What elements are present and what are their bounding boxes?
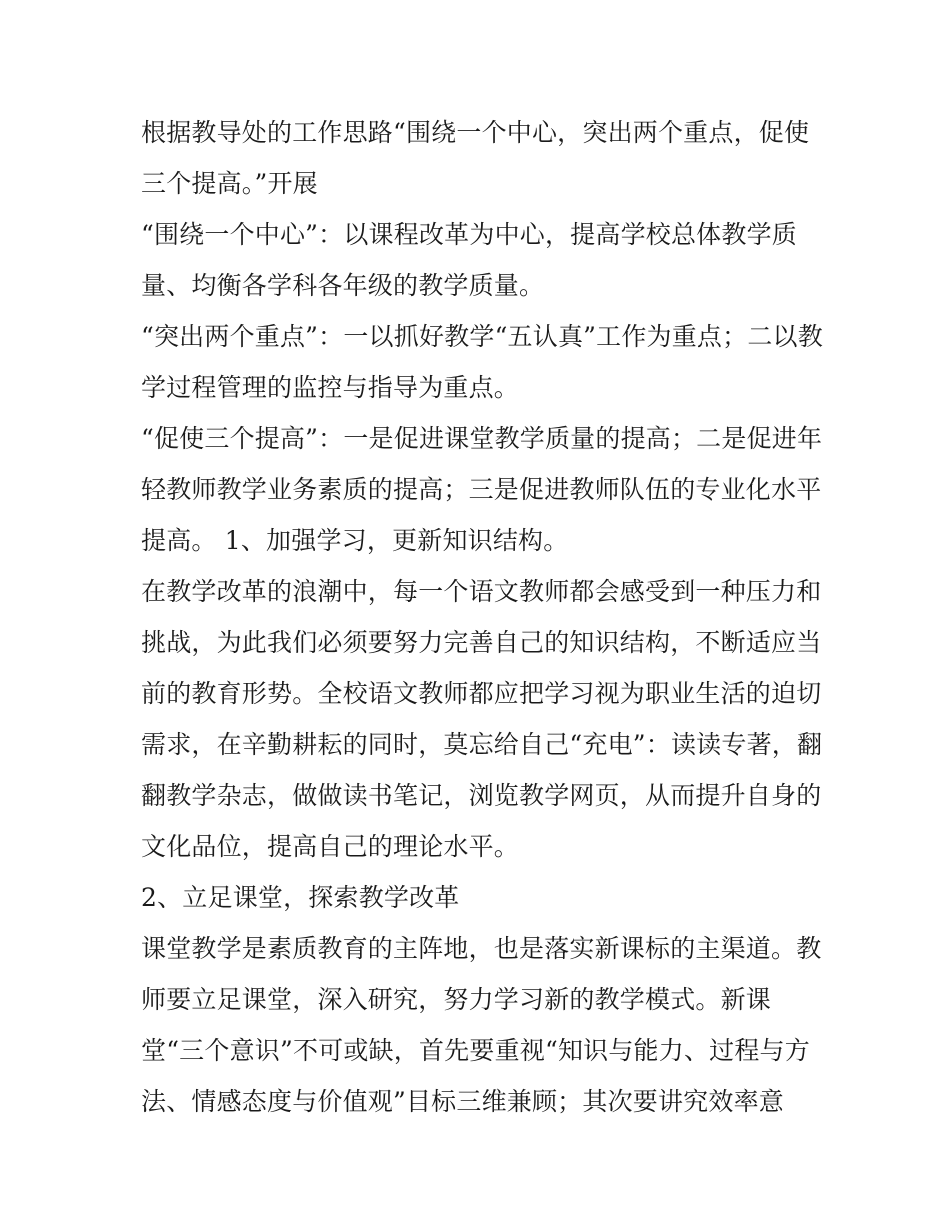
text-line: 课堂教学是素质教育的主阵地，也是落实新课标的主渠道。教: [141, 934, 822, 963]
text-line: 挑战，为此我们必须要努力完善自己的知识结构，不断适应当: [141, 628, 822, 657]
text-line: 师要立足课堂，深入研究，努力学习新的教学模式。新课: [141, 985, 772, 1014]
text-line: 学过程管理的监控与指导为重点。: [141, 373, 520, 402]
body-text: [141, 107, 821, 1127]
text-line: “促使三个提高”：一是促进课堂教学质量的提高；二是促进年: [141, 424, 823, 453]
text-line: “围绕一个中心”：以课程改革为中心，提高学校总体教学质: [141, 220, 797, 249]
text-line: 需求，在辛勤耕耘的同时，莫忘给自己“充电”：读读专著，翻: [141, 730, 823, 759]
text-line: 量、均衡各学科各年级的教学质量。: [141, 271, 545, 300]
text-line: 前的教育形势。全校语文教师都应把学习视为职业生活的迫切: [141, 679, 822, 708]
text-line: 堂“三个意识”不可或缺，首先要重视“知识与能力、过程与方: [141, 1036, 810, 1065]
text-line: 根据教导处的工作思路“围绕一个中心，突出两个重点，促使: [141, 118, 810, 147]
text-line: 2、立足课堂，探索教学改革: [141, 883, 460, 912]
text-line: 在教学改革的浪潮中，每一个语文教师都会感受到一种压力和: [141, 577, 822, 606]
text-line: 翻教学杂志，做做读书笔记，浏览教学网页，从而提升自身的: [141, 781, 822, 810]
text-line: 三个提高。”开展: [141, 169, 318, 198]
text-line: 法、情感态度与价值观”目标三维兼顾；其次要讲究效率意: [141, 1087, 784, 1116]
text-line: “突出两个重点”：一以抓好教学“五认真”工作为重点；二以教: [141, 322, 823, 351]
text-line: 提高。 1、加强学习，更新知识结构。: [141, 526, 569, 555]
text-line: 轻教师教学业务素质的提高；三是促进教师队伍的专业化水平: [141, 475, 822, 504]
text-line: 文化品位，提高自己的理论水平。: [141, 832, 520, 861]
